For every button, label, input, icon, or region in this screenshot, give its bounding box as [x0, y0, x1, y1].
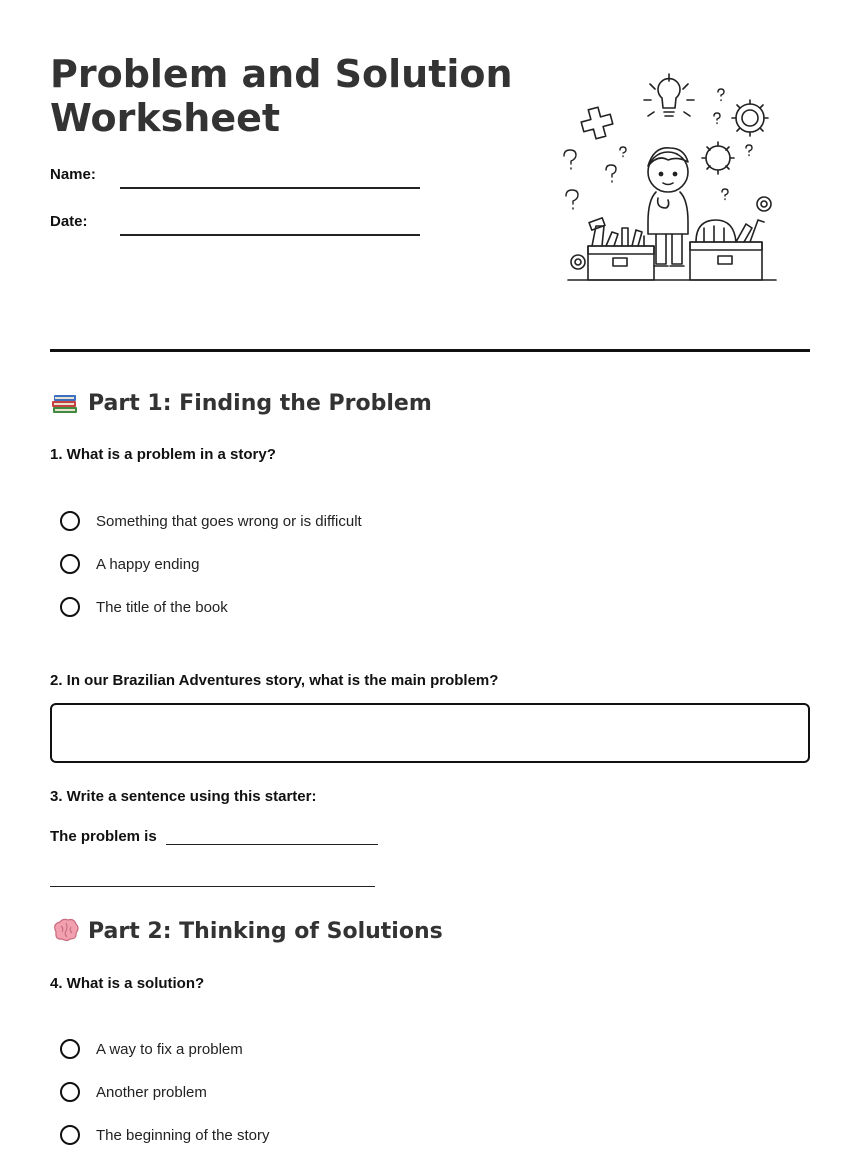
- answer-blank-line[interactable]: [50, 886, 375, 887]
- starter-text: The problem is: [50, 828, 157, 845]
- section-divider: [50, 349, 810, 352]
- option-label: A way to fix a problem: [96, 1040, 243, 1058]
- part1-heading-text: Part 1: Finding the Problem: [88, 390, 432, 416]
- worksheet-title: Problem and Solution Worksheet: [50, 52, 513, 140]
- sentence-starter: [50, 828, 157, 845]
- question-4: 4. What is a solution?: [50, 975, 205, 992]
- date-label: Date:: [50, 213, 88, 230]
- option-label: The title of the book: [96, 598, 228, 616]
- puzzle-piece-icon: [579, 105, 616, 142]
- radio-button[interactable]: [60, 1125, 80, 1145]
- radio-button[interactable]: [60, 554, 80, 574]
- q2-answer-box[interactable]: [50, 703, 810, 763]
- name-field[interactable]: [120, 187, 420, 189]
- name-label: Name:: [50, 166, 96, 183]
- gear-icon: [702, 142, 734, 174]
- question-mark-icon: [564, 89, 752, 209]
- part2-heading: [50, 918, 443, 944]
- radio-button[interactable]: [60, 511, 80, 531]
- option-label: A happy ending: [96, 555, 200, 573]
- q1-option-2[interactable]: [60, 554, 199, 574]
- starter-blank-line[interactable]: [166, 844, 378, 845]
- gear-icon: [757, 197, 771, 211]
- boy-thinking-illustration: [558, 72, 782, 286]
- lightbulb-icon: [644, 74, 694, 116]
- books-icon: [50, 390, 80, 416]
- question-3: 3. Write a sentence using this starter:: [50, 788, 317, 805]
- date-field[interactable]: [120, 234, 420, 236]
- toolbox-icon: [690, 220, 764, 280]
- option-label: The beginning of the story: [96, 1126, 270, 1144]
- question-2: 2. In our Brazilian Adventures story, what is the main problem?: [50, 672, 499, 689]
- radio-button[interactable]: [60, 1039, 80, 1059]
- part1-heading: [50, 390, 432, 416]
- radio-button[interactable]: [60, 1082, 80, 1102]
- q4-option-3[interactable]: [60, 1125, 269, 1145]
- q4-option-1[interactable]: [60, 1039, 243, 1059]
- radio-button[interactable]: [60, 597, 80, 617]
- brain-icon: [50, 918, 80, 944]
- gear-icon: [732, 100, 768, 136]
- part2-heading-text: Part 2: Thinking of Solutions: [88, 918, 443, 944]
- q4-option-2[interactable]: [60, 1082, 207, 1102]
- question-1: 1. What is a problem in a story?: [50, 446, 276, 463]
- gear-icon: [571, 255, 585, 269]
- q1-option-3[interactable]: [60, 597, 228, 617]
- option-label: Another problem: [96, 1083, 207, 1101]
- toolbox-icon: [588, 218, 654, 280]
- q1-option-1[interactable]: [60, 511, 362, 531]
- option-label: Something that goes wrong or is difficult: [96, 512, 362, 530]
